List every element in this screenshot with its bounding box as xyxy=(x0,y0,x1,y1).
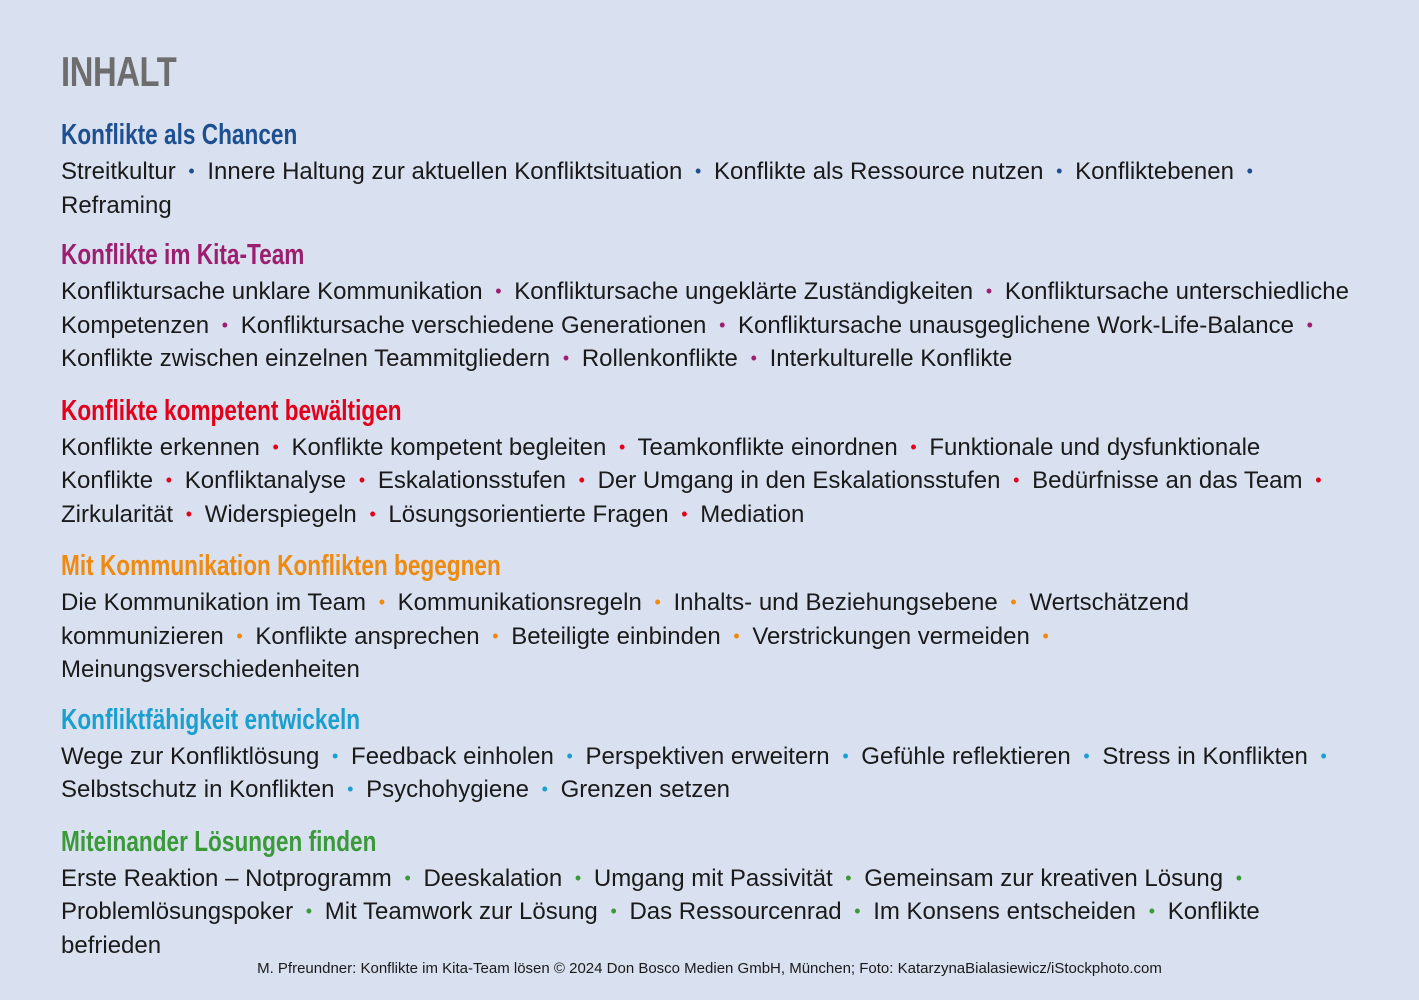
bullet-separator-icon: • xyxy=(236,625,243,646)
bullet-separator-icon: • xyxy=(332,745,339,766)
topic-item: Teamkonflikte einordnen xyxy=(637,433,898,461)
bullet-separator-icon: • xyxy=(1148,901,1156,921)
bullet-separator-icon: • xyxy=(1315,470,1322,490)
topic-item: Wege zur Konfliktlösung xyxy=(61,742,320,770)
topic-item: Deeskalation xyxy=(423,864,563,892)
bullet-separator-icon: • xyxy=(305,901,313,921)
section-heading: Konflikte im Kita-Team xyxy=(61,239,305,271)
topic-item: Reframing xyxy=(61,191,172,219)
topic-item: Im Konsens entscheiden xyxy=(873,898,1137,925)
bullet-separator-icon: • xyxy=(1013,470,1020,490)
section-heading: Konflikte als Chancen xyxy=(61,119,298,151)
topic-item: Konflikte zwischen einzelnen Teammitgliedern xyxy=(61,345,551,372)
bullet-separator-icon: • xyxy=(1056,161,1063,181)
topic-item: Stress in Konflikten xyxy=(1102,742,1308,770)
topic-item: Inhalts- und Beziehungsebene xyxy=(673,589,998,616)
bullet-separator-icon: • xyxy=(165,470,173,490)
section-topics xyxy=(61,587,1351,686)
section-heading: Miteinander Lösungen finden xyxy=(61,825,377,858)
topic-item: Problemlösungspoker xyxy=(61,898,294,925)
section-topics xyxy=(61,741,1351,808)
topic-item: Bedürfnisse an das Team xyxy=(1032,467,1303,494)
bullet-separator-icon: • xyxy=(566,745,573,766)
topic-item: Grenzen setzen xyxy=(560,776,731,803)
copyright-footer: M. Pfreundner: Konflikte im Kita-Team lösen © 2024 Don Bosco Medien GmbH, München; Foto: KatarzynaBialasiewicz/iStockphoto.com xyxy=(257,960,1162,977)
topic-item: Konfliktursache unausgeglichene Work-Life-Balance xyxy=(738,311,1294,339)
section-heading: Mit Kommunikation Konflikten begegnen xyxy=(61,550,501,582)
bullet-separator-icon: • xyxy=(750,348,757,368)
topic-item: Konflikte kompetent begleiten xyxy=(291,433,607,461)
bullet-separator-icon: • xyxy=(492,625,499,646)
section xyxy=(61,549,1351,686)
bullet-separator-icon: • xyxy=(347,779,354,799)
bullet-separator-icon: • xyxy=(541,779,548,799)
bullet-separator-icon: • xyxy=(1042,625,1049,646)
topic-item: Erste Reaktion – Notprogramm xyxy=(61,864,392,892)
section xyxy=(61,238,1351,377)
topic-item: Konfliktanalyse xyxy=(184,467,347,494)
bullet-separator-icon: • xyxy=(985,281,993,301)
topic-item: Feedback einholen xyxy=(351,742,554,770)
topic-item: Psychohygiene xyxy=(366,776,529,803)
bullet-separator-icon: • xyxy=(842,745,849,766)
topic-item: Zirkularität xyxy=(61,500,174,528)
bullet-separator-icon: • xyxy=(1306,314,1313,335)
topic-item: Widerspiegeln xyxy=(204,500,357,528)
bullet-separator-icon: • xyxy=(272,436,279,457)
topic-item: Umgang mit Passivität xyxy=(593,864,833,892)
topic-item: Verstrickungen vermeiden xyxy=(752,622,1030,650)
bullet-separator-icon: • xyxy=(1246,161,1253,181)
bullet-separator-icon: • xyxy=(495,281,502,301)
bullet-separator-icon: • xyxy=(610,901,617,921)
topic-item: Konfliktursache unterschiedliche Kompetenzen xyxy=(61,278,1350,339)
bullet-separator-icon: • xyxy=(1083,745,1090,766)
bullet-separator-icon: • xyxy=(221,314,229,335)
topic-item: Konfliktursache unklare Kommunikation xyxy=(61,278,483,305)
bullet-separator-icon: • xyxy=(369,503,376,524)
bullet-separator-icon: • xyxy=(1010,592,1017,612)
section-topics xyxy=(61,432,1351,533)
topic-item: Innere Haltung zur aktuellen Konfliktsituation xyxy=(207,158,683,185)
bullet-separator-icon: • xyxy=(619,436,626,457)
bullet-separator-icon: • xyxy=(404,867,411,888)
bullet-separator-icon: • xyxy=(562,348,570,368)
section-topics xyxy=(61,276,1351,377)
section-heading: Konflikte kompetent bewältigen xyxy=(61,394,402,427)
section xyxy=(61,703,1351,808)
bullet-separator-icon: • xyxy=(681,503,688,524)
bullet-separator-icon: • xyxy=(188,161,195,181)
bullet-separator-icon: • xyxy=(358,470,366,490)
topic-item: Konflikte als Ressource nutzen xyxy=(713,158,1044,185)
topic-item: Konfliktursache ungeklärte Zuständigkeiten xyxy=(514,278,974,305)
topic-item: Konflikte befrieden xyxy=(61,898,1260,959)
topic-item: Mediation xyxy=(700,500,805,528)
bullet-separator-icon: • xyxy=(845,867,852,888)
bullet-separator-icon: • xyxy=(578,470,585,490)
sections xyxy=(61,118,1351,961)
bullet-separator-icon: • xyxy=(378,592,385,612)
section xyxy=(61,118,1351,221)
section-heading: Konfliktfähigkeit entwickeln xyxy=(61,703,361,736)
topic-item: Selbstschutz in Konflikten xyxy=(61,776,335,803)
topic-item: Der Umgang in den Eskalationsstufen xyxy=(597,467,1001,494)
topic-item: Gemeinsam zur kreativen Lösung xyxy=(864,864,1224,892)
bullet-separator-icon: • xyxy=(1320,745,1327,766)
bullet-separator-icon: • xyxy=(854,901,861,921)
topic-item: Die Kommunikation im Team xyxy=(61,589,367,616)
topic-item: Mit Teamwork zur Lösung xyxy=(324,898,598,925)
topic-item: Konflikte ansprechen xyxy=(255,622,480,650)
bullet-separator-icon: • xyxy=(574,867,582,888)
topic-item: Das Ressourcenrad xyxy=(629,898,842,925)
topic-item: Konflikte erkennen xyxy=(61,433,260,461)
topic-item: Konfliktursache verschiedene Generationen xyxy=(240,311,707,339)
bullet-separator-icon: • xyxy=(910,436,917,457)
topic-item: Streitkultur xyxy=(61,158,176,185)
topic-item: Kommunikationsregeln xyxy=(397,589,642,616)
bullet-separator-icon: • xyxy=(733,625,740,646)
topic-item: Gefühle reflektieren xyxy=(861,742,1071,770)
bullet-separator-icon: • xyxy=(654,592,661,612)
section xyxy=(61,825,1351,962)
topic-item: Lösungsorientierte Fragen xyxy=(388,500,669,528)
topic-item: Rollenkonflikte xyxy=(581,345,738,372)
page-title: INHALT xyxy=(61,48,177,95)
topic-item: Konfliktebenen xyxy=(1075,158,1234,185)
table-of-contents xyxy=(61,48,1351,978)
bullet-separator-icon: • xyxy=(719,314,726,335)
section-topics xyxy=(61,156,1351,221)
topic-item: Eskalationsstufen xyxy=(377,467,566,494)
topic-item: Meinungsverschiedenheiten xyxy=(61,656,360,683)
bullet-separator-icon: • xyxy=(185,503,193,524)
bullet-separator-icon: • xyxy=(1235,867,1243,888)
topic-item: Beteiligte einbinden xyxy=(511,622,721,650)
bullet-separator-icon: • xyxy=(694,161,702,181)
topic-item: Perspektiven erweitern xyxy=(585,742,830,770)
topic-item: Interkulturelle Konflikte xyxy=(769,345,1013,372)
topic-item: Wertschätzend kommunizieren xyxy=(61,589,1189,650)
topic-item: Funktionale und dysfunktionale Konflikte xyxy=(61,433,1261,494)
section xyxy=(61,394,1351,533)
section-topics xyxy=(61,863,1351,962)
